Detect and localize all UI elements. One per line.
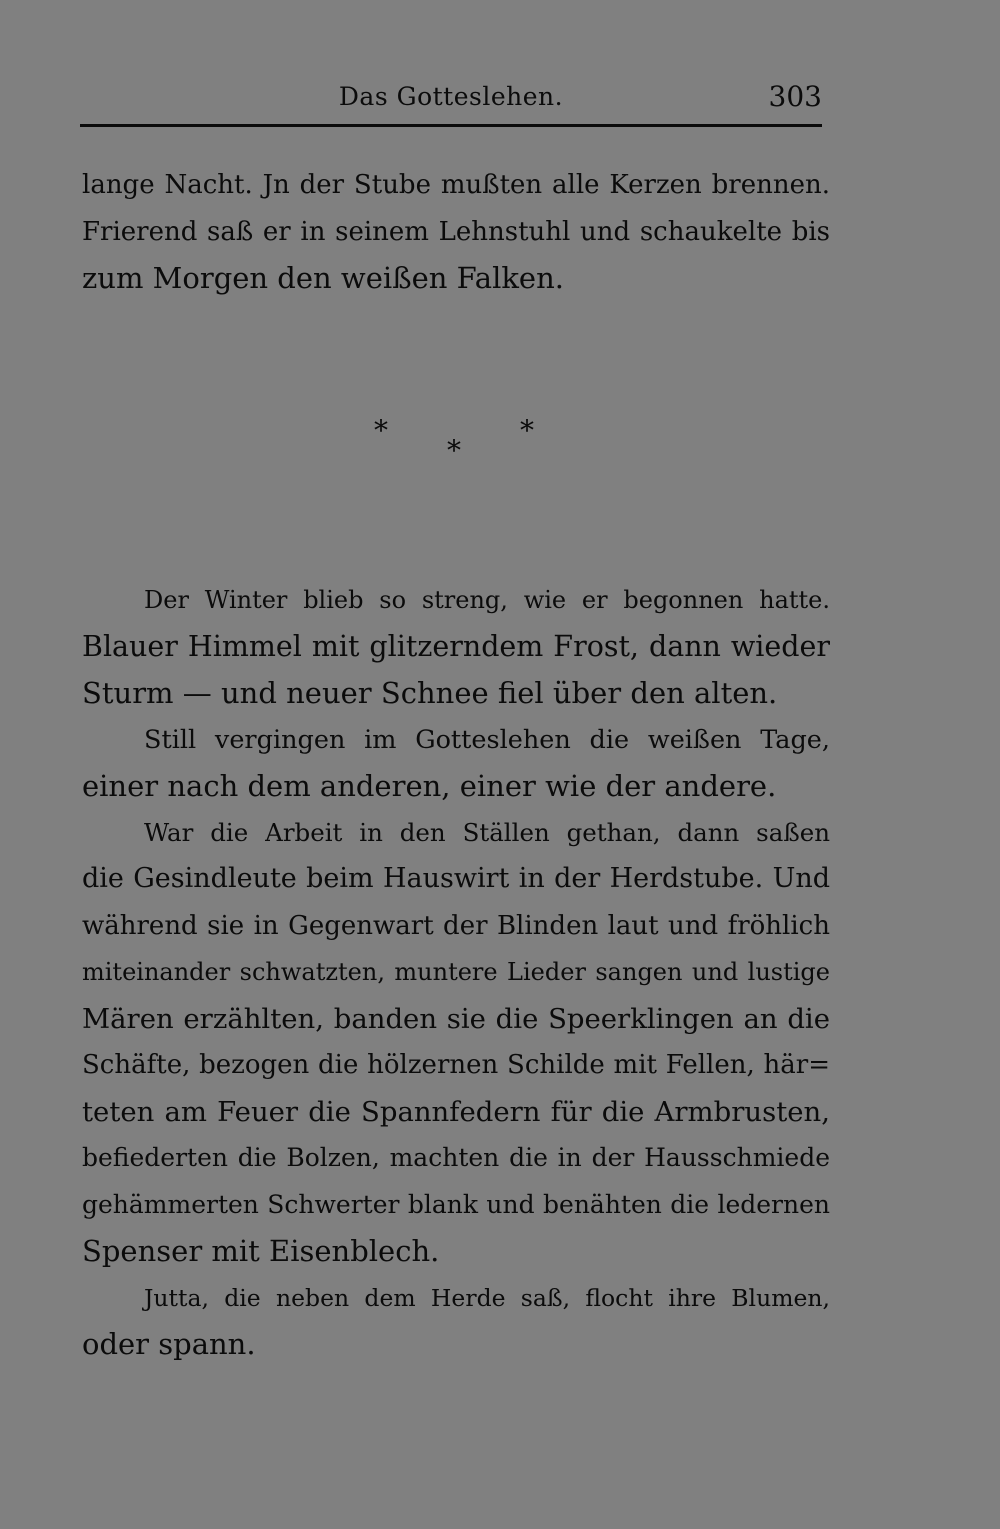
text-line: die Gesindleute beim Hauswirt in der Herdstube. Und xyxy=(82,863,830,894)
text-line: während sie in Gegenwart der Blinden laut und fröhlich xyxy=(82,910,830,941)
text-line: Still vergingen im Gotteslehen die weißen Tage, xyxy=(144,724,830,755)
text-line: Blauer Himmel mit glitzerndem Frost, dann wieder xyxy=(82,629,830,663)
asterisk: * xyxy=(520,414,534,447)
text-line: War die Arbeit in den Ställen gethan, dann saßen xyxy=(144,817,830,847)
header-rule xyxy=(80,124,822,127)
paragraph-continuation xyxy=(82,162,830,302)
text-line: Jutta, die neben dem Herde saß, flocht ihre Blumen, xyxy=(144,1283,830,1312)
running-title: Das Gotteslehen. xyxy=(338,82,564,111)
asterisk: * xyxy=(447,434,461,467)
text-line: lange Nacht. Jn der Stube mußten alle Kerzen brennen. xyxy=(82,170,830,200)
text-line: einer nach dem anderen, einer wie der andere. xyxy=(82,769,777,803)
text-line: miteinander schwatzten, muntere Lieder sangen und lustige xyxy=(82,958,830,986)
text-line: teten am Feuer die Spannfedern für die Armbrusten, xyxy=(82,1095,830,1128)
text-line: gehämmerten Schwerter blank und benähten die ledernen xyxy=(82,1189,830,1219)
text-line: Frierend saß er in seinem Lehnstuhl und schaukelte bis xyxy=(82,216,830,247)
asterisk: * xyxy=(374,414,388,447)
section-body xyxy=(82,577,830,1368)
section-separator xyxy=(360,414,560,474)
text-line: Spenser mit Eisenblech. xyxy=(82,1234,440,1268)
text-line: befiederten die Bolzen, machten die in der Hausschmiede xyxy=(82,1143,830,1172)
text-line: zum Morgen den weißen Falken. xyxy=(82,261,564,295)
text-line: Sturm — und neuer Schnee fiel über den alten. xyxy=(82,676,778,710)
text-line: Der Winter blieb so streng, wie er begonnen hatte. xyxy=(144,586,830,614)
text-line: Mären erzählten, banden sie die Speerklingen an die xyxy=(82,1002,830,1035)
page-number: 303 xyxy=(768,80,822,113)
text-line: Schäfte, bezogen die hölzernen Schilde mit Fellen, här= xyxy=(82,1050,830,1080)
text-line: oder spann. xyxy=(82,1327,256,1361)
running-head xyxy=(80,78,822,118)
